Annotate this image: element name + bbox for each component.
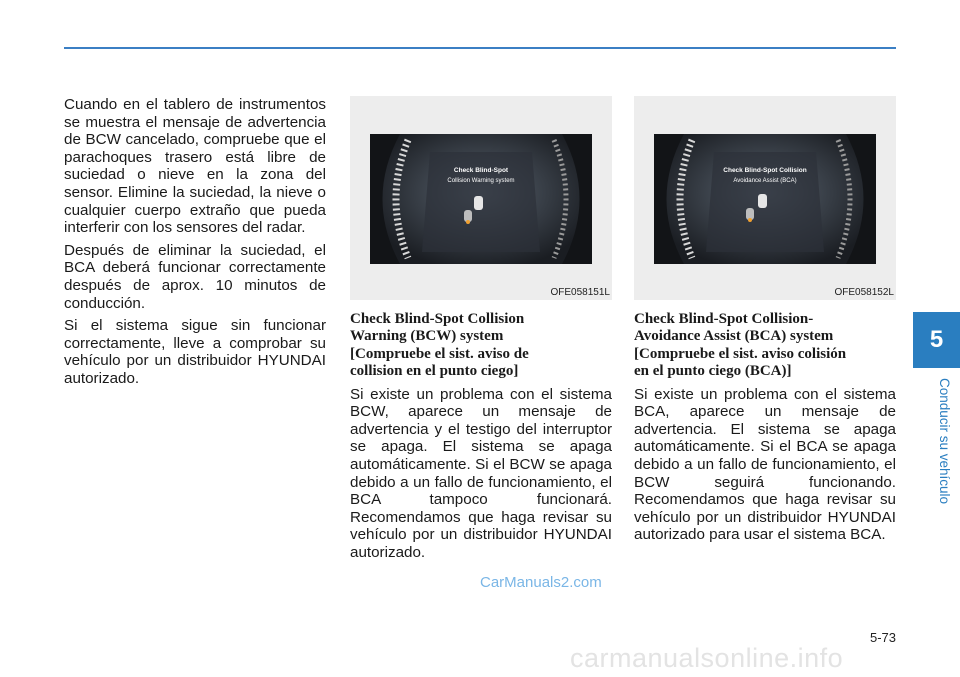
bca-cluster-screen	[654, 134, 876, 264]
heading-line: en el punto ciego (BCA)]	[634, 363, 792, 380]
top-rule	[64, 47, 896, 49]
figure-code: OFE058152L	[834, 287, 894, 298]
heading-line: Avoidance Assist (BCA) system	[634, 328, 834, 345]
right-column	[634, 96, 896, 544]
bcw-cluster-screen	[370, 134, 592, 264]
bcw-screen-line1: Check Blind-Spot	[453, 167, 509, 174]
heading-line: [Compruebe el sist. aviso colisión	[634, 345, 847, 362]
chapter-title: Conducir su vehículo	[937, 378, 952, 505]
chapter-tab: 5	[913, 312, 960, 368]
left-paragraph-2: Después de eliminar la suciedad, el BCA deberá funcionar correctamente después de aprox. 10 minutos de conducción.	[64, 241, 326, 312]
bcw-screen-line2: Collision Warning system	[447, 178, 515, 184]
bca-screen-line2: Avoidance Assist (BCA)	[733, 178, 797, 184]
heading-line: [Compruebe el sist. aviso de	[350, 345, 529, 362]
bca-screen-line1: Check Blind-Spot Collision	[723, 167, 807, 174]
heading-line: Check Blind-Spot Collision-	[634, 311, 814, 327]
bca-cluster-figure	[634, 96, 896, 300]
heading-line: Check Blind-Spot Collision	[350, 311, 525, 327]
bcw-cluster-figure	[350, 96, 612, 300]
heading-line: collision en el punto ciego]	[350, 363, 519, 380]
middle-column	[350, 96, 612, 562]
instrument-cluster-illustration	[654, 134, 876, 264]
bcw-heading	[350, 311, 612, 381]
warning-indicator-icon	[748, 218, 752, 222]
watermark-footer: carmanualsonline.info	[570, 643, 844, 673]
bca-heading	[634, 311, 896, 381]
page-number: 5-73	[869, 630, 896, 645]
bcw-paragraph: Si existe un problema con el sistema BCW, aparece un mensaje de advertencia y el testigo del interruptor se apaga. El sistema se apaga automáticamente. Si el BCW se apaga debido a un fallo de funcionamiento, el BCA tampoco funcionará. Recomendamos que haga revisar su vehículo por un distribuidor HYUNDAI autorizado.	[350, 385, 612, 561]
left-paragraph-1: Cuando en el tablero de instrumentos se muestra el mensaje de advertencia de BCW cancelado, compruebe que el parachoques trasero está libre de suciedad o nieve en la zona del sensor. Elimine la suciedad, la nieve o cualquier cuerpo extraño que pueda interferir con los sensores del radar.	[64, 96, 326, 237]
watermark-link[interactable]: CarManuals2.com	[480, 574, 602, 591]
left-paragraph-3: Si el sistema sigue sin funcionar correctamente, lleve a comprobar su vehículo por un distribuidor HYUNDAI autorizado.	[64, 317, 326, 387]
car-icon	[474, 196, 483, 210]
heading-line: Warning (BCW) system	[350, 328, 504, 345]
figure-code: OFE058151L	[550, 287, 610, 298]
car-icon	[758, 194, 767, 208]
instrument-cluster-illustration	[370, 134, 592, 264]
warning-indicator-icon	[466, 220, 470, 224]
bca-paragraph: Si existe un problema con el sistema BCA, aparece un mensaje de advertencia. El sistema se apaga automáticamente. Si el BCA se apaga debido a un fallo de funcionamiento, el BCW seguirá funcionando. Recomendamos que haga revisar su vehículo por un distribuidor HYUNDAI autorizado para usar el sistema BCA.	[634, 385, 896, 544]
left-column	[64, 96, 326, 393]
